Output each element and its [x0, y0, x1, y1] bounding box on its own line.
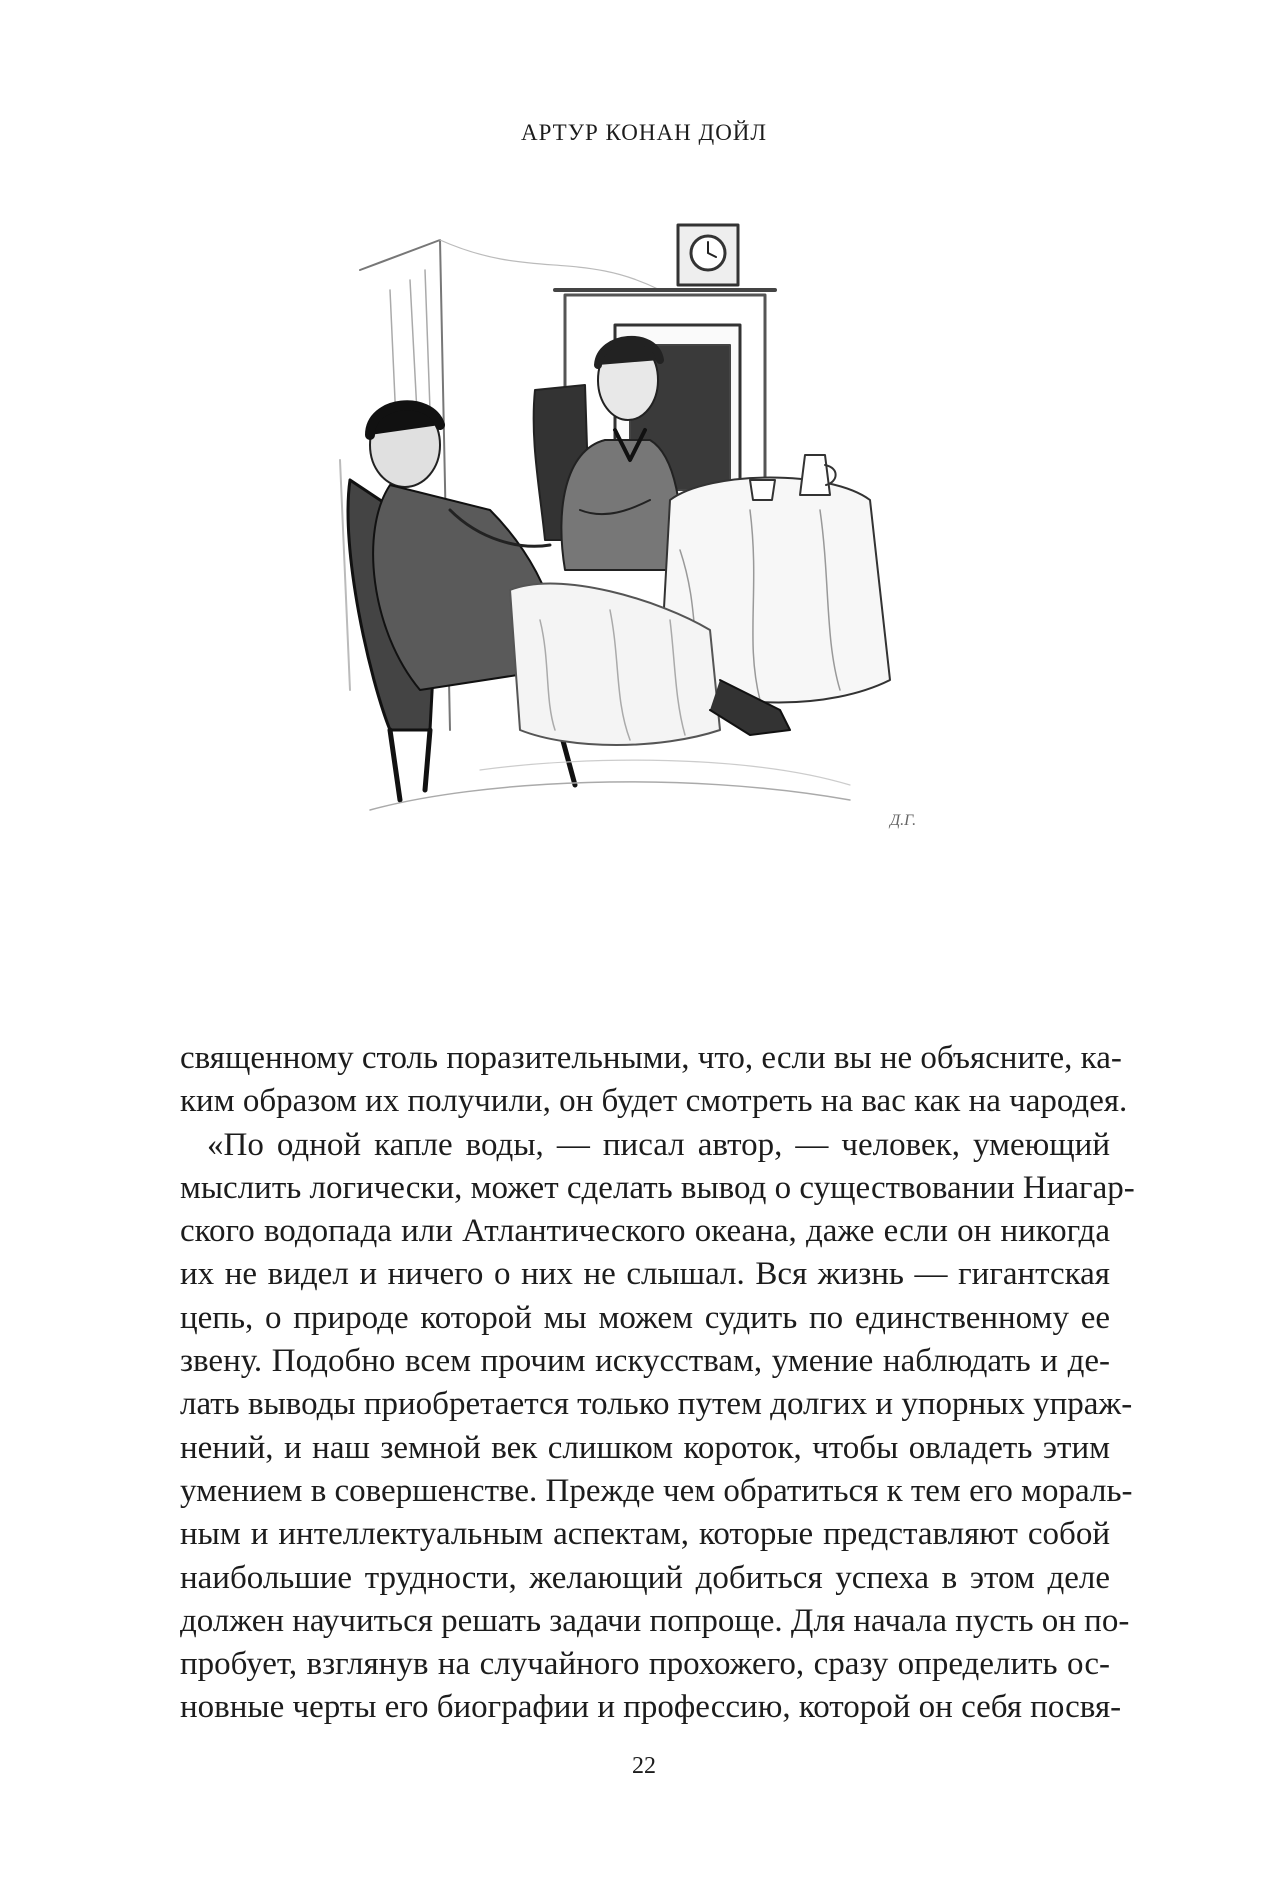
text-line: наибольшие трудности, желающий добиться успеха в этом деле — [180, 1559, 1110, 1596]
text-line: ным и интеллектуальным аспектам, которые представляют собой — [180, 1516, 1110, 1553]
text-line: ского водопада или Атлантического океана, даже если он никогда — [180, 1213, 1110, 1250]
text-line: лать выводы приобретается только путем долгих и упорных упраж- — [180, 1386, 1133, 1423]
text-line: пробует, взглянув на случайного прохожего, сразу определить ос- — [180, 1646, 1110, 1683]
text-line: священному столь поразительными, что, если вы не объясните, ка- — [180, 1040, 1122, 1076]
text-line: ким образом их получили, он будет смотреть на вас как на чародея. — [180, 1083, 1128, 1120]
text-line: «По одной капле воды, — писал автор, — человек, умеющий — [207, 1126, 1110, 1163]
text-line: мыслить логически, может сделать вывод о существовании Ниагар- — [180, 1169, 1135, 1206]
text-line: должен научиться решать задачи попроще. Для начала пусть он по- — [180, 1602, 1130, 1639]
page-number: 22 — [632, 1753, 656, 1779]
illustration — [330, 210, 1010, 1010]
engraving-drawing — [330, 210, 1010, 1010]
body-text — [180, 1037, 1135, 1730]
illustration-signature: Д.Г. — [890, 812, 917, 829]
running-head: АРТУР КОНАН ДОЙЛ — [520, 120, 768, 145]
text-line: нений, и наш земной век слишком короток, чтобы овладеть этим — [180, 1429, 1110, 1466]
text-line: звену. Подобно всем прочим искусствам, умение наблюдать и де- — [180, 1343, 1110, 1380]
text-line: умением в совершенстве. Прежде чем обратиться к тем его мораль- — [180, 1472, 1133, 1509]
text-line: новные черты его биографии и профессию, которой он себя посвя- — [180, 1689, 1122, 1726]
text-line: цепь, о природе которой мы можем судить по единственному ее — [180, 1299, 1110, 1336]
text-line: их не видел и ничего о них не слышал. Вся жизнь — гигантская — [180, 1256, 1110, 1293]
